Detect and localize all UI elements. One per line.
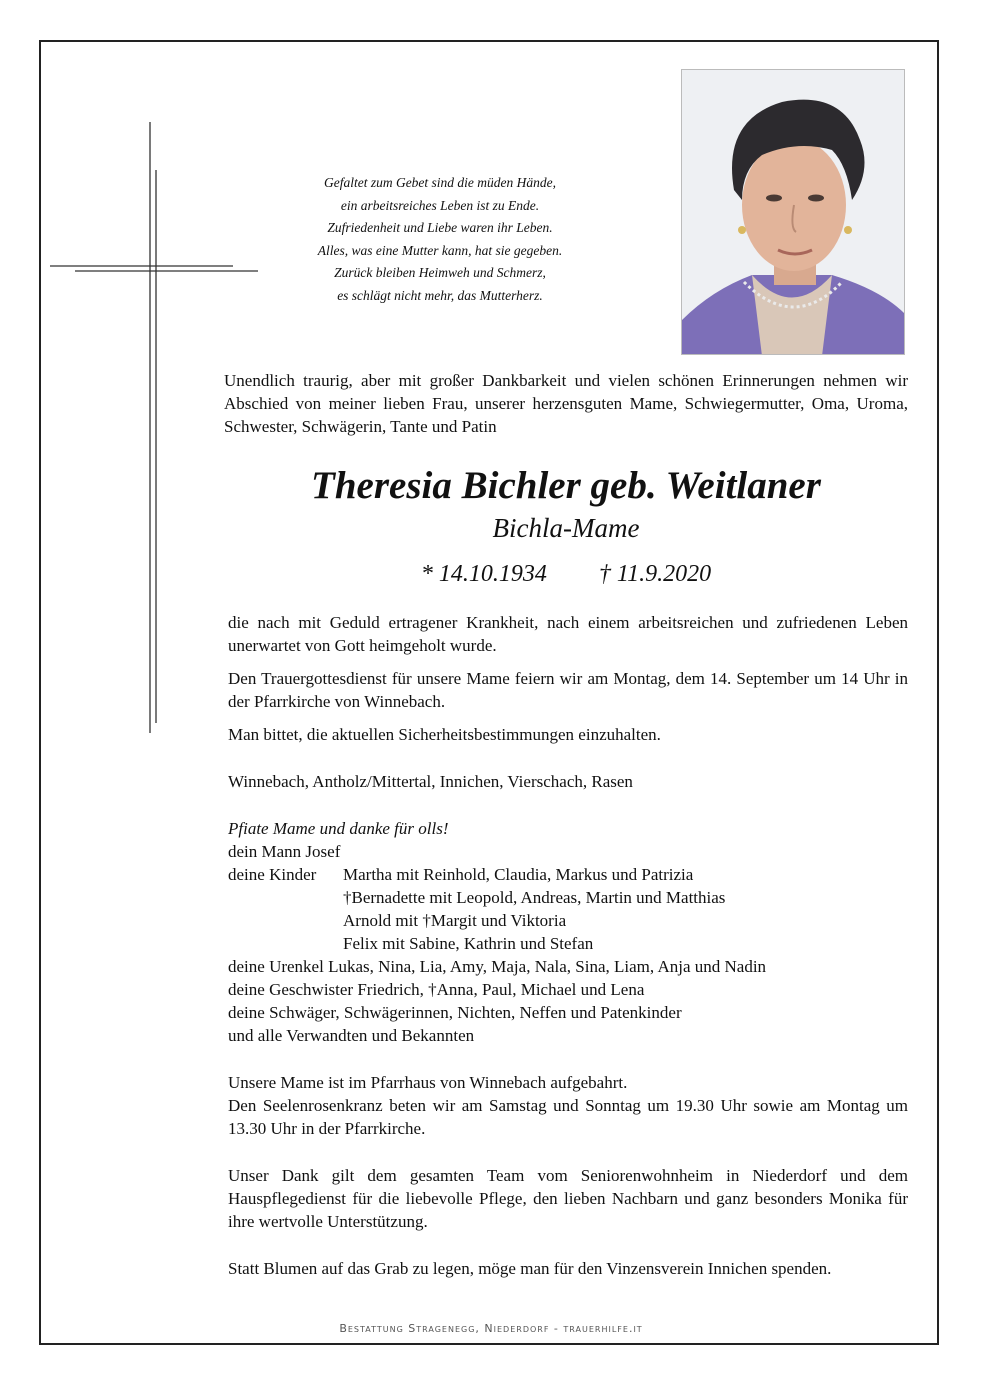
poem-line: ein arbeitsreiches Leben ist zu Ende. bbox=[340, 197, 540, 213]
paragraph-safety: Man bittet, die aktuellen Sicherheitsbestimmungen einzuhalten. bbox=[228, 725, 661, 744]
relatives: und alle Verwandten und Bekannten bbox=[228, 1026, 475, 1045]
paragraph-donation: Statt Blumen auf das Grab zu legen, möge man für den Vinzensverein Innichen spenden. bbox=[228, 1259, 832, 1278]
poem-line: es schlägt nicht mehr, das Mutterherz. bbox=[337, 287, 543, 303]
in-laws: deine Schwäger, Schwägerinnen, Nichten, Neffen und Patenkinder bbox=[228, 1003, 682, 1022]
portrait-photo bbox=[681, 69, 905, 355]
husband: dein Mann Josef bbox=[228, 842, 341, 861]
poem bbox=[300, 172, 580, 307]
birth-date: * 14.10.1934 bbox=[420, 561, 547, 587]
poem-line: Gefaltet zum Gebet sind die müden Hände, bbox=[323, 175, 557, 190]
child-family: Felix mit Sabine, Kathrin und Stefan bbox=[343, 934, 594, 953]
poem-line: Zurück bleiben Heimweh und Schmerz, bbox=[334, 265, 546, 280]
places: Winnebach, Antholz/Mittertal, Innichen, Vierschach, Rasen bbox=[228, 772, 633, 791]
child-family: †Bernadette mit Leopold, Andreas, Martin und Matthias bbox=[343, 888, 726, 907]
nickname: Bichla-Mame bbox=[492, 513, 640, 543]
paragraph-illness: die nach mit Geduld ertragener Krankheit, nach einem arbeitsreichen und zufriedenen Leben unerwartet von Gott heimgeholt wurde. bbox=[228, 613, 908, 655]
life-dates bbox=[224, 558, 908, 590]
paragraph-laid-out: Unsere Mame ist im Pfarrhaus von Winnebach aufgebahrt. bbox=[228, 1073, 628, 1092]
paragraph-funeral: Den Trauergottesdienst für unsere Mame feiern wir am Montag, dem 14. September um 14 Uhr in der Pfarrkirche von Winnebach. bbox=[228, 669, 908, 711]
poem-line: Alles, was eine Mutter kann, hat sie gegeben. bbox=[317, 242, 563, 258]
paragraph-rosary: Den Seelenrosenkranz beten wir am Samstag und Sonntag um 19.30 Uhr sowie am Montag um 13.30 Uhr in der Pfarrkirche. bbox=[228, 1096, 908, 1138]
intro-text: Unendlich traurig, aber mit großer Dankbarkeit und vielen schönen Erinnerungen nehmen wir Abschied von meiner lieben Frau, unserer herzensguten Mame, Schwiegermutter, Oma, Uroma, Schwester, Schwägerin, Tante und Patin bbox=[224, 371, 908, 436]
poem-line: Zufriedenheit und Liebe waren ihr Leben. bbox=[327, 220, 553, 235]
children-label: deine Kinder bbox=[228, 865, 317, 884]
paragraph-thanks: Unser Dank gilt dem gesamten Team vom Seniorenwohnheim in Niederdorf und dem Hauspflegedienst für die liebevolle Pflege, den lieben Nachbarn und ganz besonders Monika für ihre wertvolle Unterstützung. bbox=[228, 1166, 908, 1231]
death-date: † 11.9.2020 bbox=[598, 561, 712, 587]
footer-credit: Bestattung Stragenegg, Niederdorf - trauerhilfe.it bbox=[339, 1322, 643, 1335]
great-grandchildren: deine Urenkel Lukas, Nina, Lia, Amy, Maja, Nala, Sina, Liam, Anja und Nadin bbox=[228, 957, 767, 976]
children-block bbox=[228, 863, 908, 955]
deceased-name: Theresia Bichler geb. Weitlaner bbox=[311, 464, 821, 507]
child-family: Arnold mit †Margit und Viktoria bbox=[343, 911, 567, 930]
farewell: Pfiate Mame und danke für olls! bbox=[228, 819, 449, 838]
notice-body bbox=[228, 611, 908, 1280]
siblings: deine Geschwister Friedrich, †Anna, Paul, Michael und Lena bbox=[228, 980, 645, 999]
child-family: Martha mit Reinhold, Claudia, Markus und Patrizia bbox=[343, 865, 694, 884]
